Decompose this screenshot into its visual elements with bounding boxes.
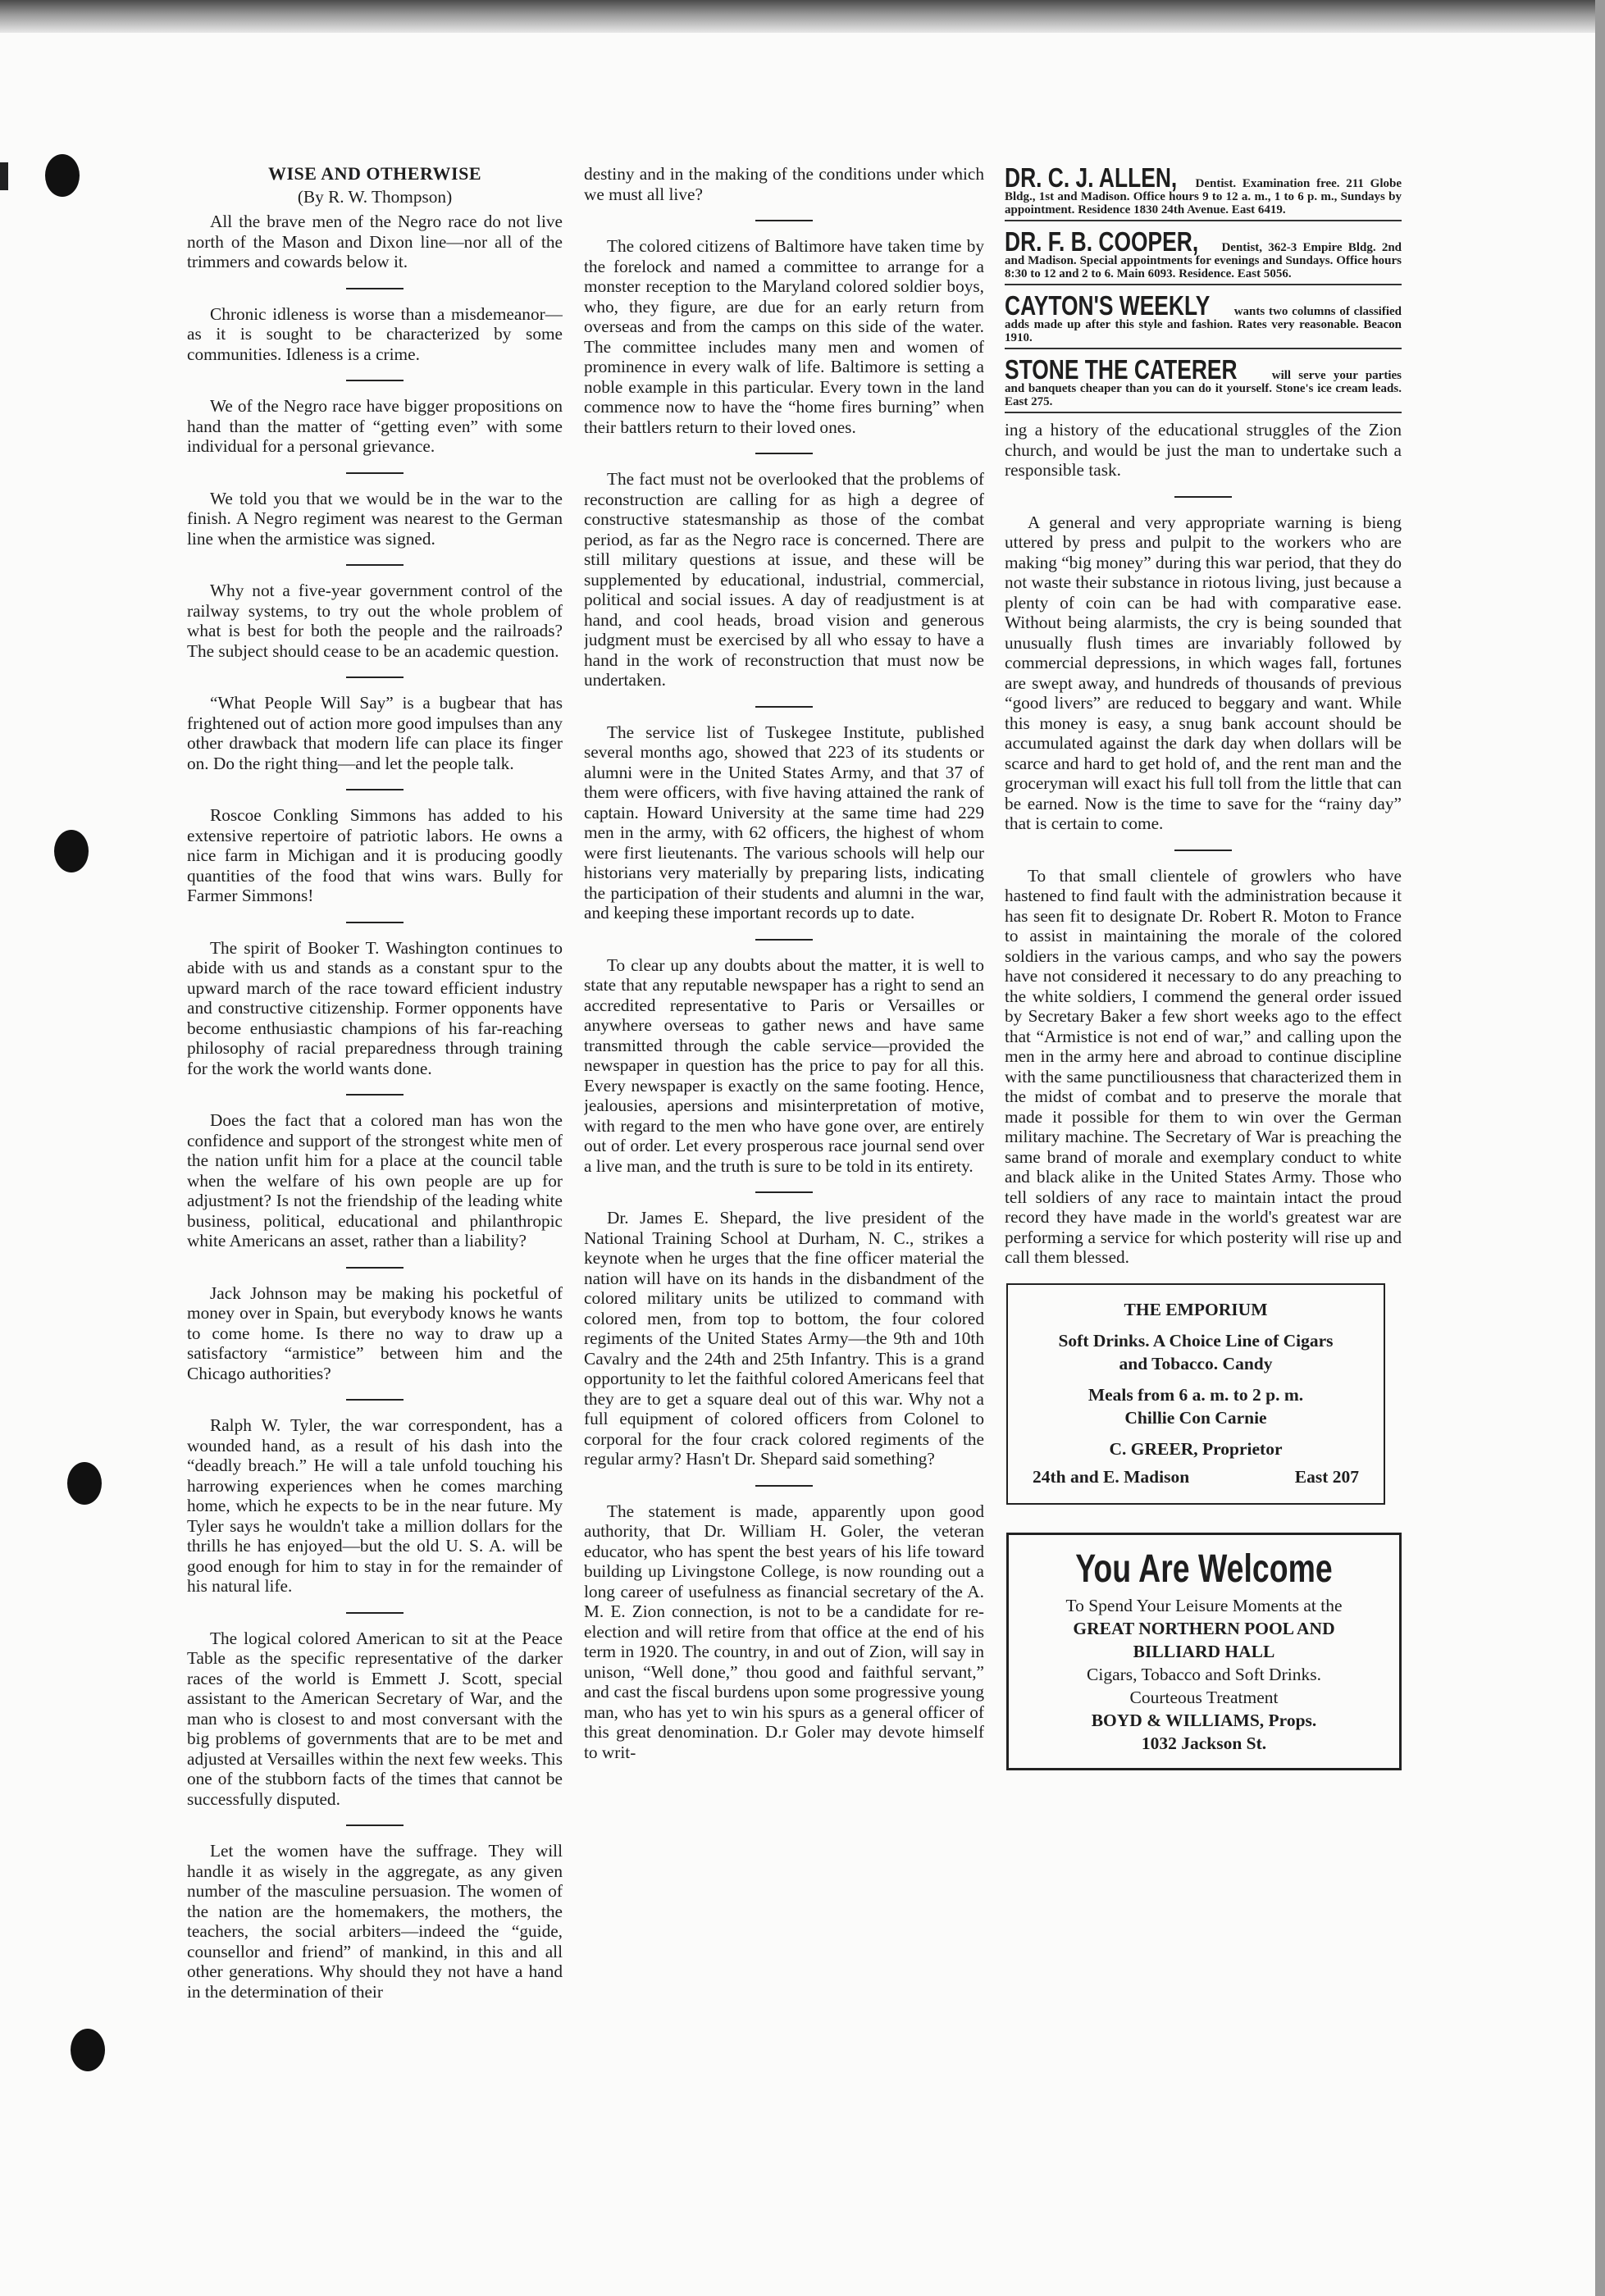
paragraph: The colored citizens of Baltimore have taken time by the forelock and named a committee to arrange for a monster reception to the Maryland colored soldier boys, who, they figure, are due for an early return from overseas and from the camps on this side of the water. The committee includes many men and women of prominence in every walk of life. Baltimore is setting a noble example in this particular. Every town in the land commence now to have the “home fires burning” when their battlers return to their loved ones.: [584, 236, 984, 437]
byline: (By R. W. Thompson): [297, 186, 453, 207]
classified-ad-name: STONE THE CATERER: [1005, 354, 1238, 385]
classified-ad-name: CAYTON'S WEEKLY: [1005, 290, 1211, 321]
paragraph: Does the fact that a colored man has won the confidence and support of the strongest white men of the nation unfit him for a place at the council table when the welfare of his own people are up for adjustment? Is not the friendship of the leading white business, political, educational and philanthropic white Americans an asset, rather than a liability?: [187, 1110, 563, 1250]
emporium-line: Chillie Con Carnie: [1124, 1407, 1267, 1428]
classified-ad-name: DR. C. J. ALLEN,: [1005, 164, 1178, 193]
classified-ad-text: wants two columns of classified adds made up after this style and fashion. Rates very reasonable. Beacon 1910.: [1005, 305, 1402, 344]
welcome-props: BOYD & WILLIAMS, Props.: [1091, 1710, 1317, 1730]
separator-rule: [346, 789, 404, 790]
classified-ad-text: will serve your parties and banquets cheaper than you can do it yourself. Stone's ice cream leads. East 275.: [1005, 369, 1402, 408]
separator-rule: [346, 380, 404, 381]
emporium-line: and Tobacco. Candy: [1119, 1353, 1273, 1374]
continued-paragraph: ing a history of the educational struggles of the Zion church, and would be just the man to undertake such a responsible task.: [1005, 420, 1402, 480]
paragraph: To clear up any doubts about the matter, it is well to state that any reputable newspaper has a right to send an accredited representative to Paris or Versailles or anywhere overseas to gather news and have same transmitted through the cable service—provided the newspaper in question has the price to pay for all this. Every newspaper is exactly on the same footing. Hence, jealousies, apersions and misinterpretation of motive, with regard to the men who have gone over, are entirely out of order. Let every prosperous race journal send over a live man, and the truth is sure to be told in its entirety.: [584, 954, 984, 1176]
emporium-line: Meals from 6 a. m. to 2 p. m.: [1087, 1384, 1304, 1405]
emporium-proprietor: C. GREER, Proprietor: [1109, 1438, 1283, 1459]
scan-top-edge: [0, 0, 1605, 33]
welcome-line: To Spend Your Leisure Moments at the: [1065, 1595, 1343, 1615]
emporium-ad: [1006, 1283, 1385, 1505]
classified-ad-stone: [1005, 356, 1402, 413]
welcome-line: Cigars, Tobacco and Soft Drinks.: [1087, 1664, 1321, 1684]
emporium-line: Soft Drinks. A Choice Line of Cigars: [1058, 1330, 1334, 1351]
separator-rule: [346, 472, 404, 474]
hall-name: GREAT NORTHERN POOL AND: [1073, 1618, 1335, 1638]
emporium-address: 24th and E. Madison: [1033, 1466, 1190, 1487]
paragraph: To that small clientele of growlers who have hastened to find fault with the administration because it has seen fit to designate Dr. Robert R. Moton to France to assist in maintaining the morale of the colored soldiers in the various camps, and who say the powers have not considered it necessary to do any preaching to the white soldiers, I commend the general order issued by Secretary Baker a few short weeks ago to the effect that “Armistice is not end of war,” and calling upon the men in the army here and abroad to continue discipline with the same punctiliousness that characterized them in the midst of combat and to preserve the morale that made it possible for them to win over the German military machine. The Secretary of War is preaching the same brand of morale and exemplary conduct to white and black alike in the United States Army. Those who tell soldiers of any race to maintain intact the proud record they have made in the world's greatest war are performing a service for which posterity will rise up and call them blessed.: [1005, 865, 1402, 1267]
separator-rule: [346, 922, 404, 923]
paragraph: A general and very appropriate warning is bieng uttered by press and pulpit to the workers who are making “big money” during this war period, that they do not waste their substance in riotous living, just because a plenty of coin can be had with comparative ease. Without being alarmists, the cry is being sounded that unusually flush times are invariably followed by commercial depressions, in which wages fall, fortunes are swept away, and hundreds of thousands of previous “good livers” are reduced to beggary and want. While this money is easy, a snug bank account should be accumulated against the dark day when dollars will be scarce and hard to get hold of, and the rent man and the groceryman will exact his full toll from the little that can be earned. Now is the time to save for the “rainy day” that is certain to come.: [1005, 512, 1402, 833]
paragraph: All the brave men of the Negro race do not live north of the Mason and Dixon line—nor all of the trimmers and cowards below it.: [187, 212, 563, 271]
continued-paragraph: destiny and in the making of the conditions under which we must all live?: [584, 164, 984, 204]
column-one: [187, 164, 563, 2271]
punch-hole-upper-middle: [54, 830, 89, 872]
separator-rule: [346, 1399, 404, 1401]
paragraph: We of the Negro race have bigger propositions on hand than the matter of “getting even” with some individual for a personal grievance.: [187, 396, 563, 456]
separator-rule: [346, 676, 404, 678]
separator-rule: [346, 564, 404, 566]
classified-ad-name: DR. F. B. COOPER,: [1005, 226, 1199, 257]
separator-rule: [755, 453, 813, 454]
paragraph: The logical colored American to sit at the Peace Table as the specific representative of the darker races of the world is Emmett J. Scott, special assistant to the American Secretary of War, and the man who is closest to and most conversant with the big problems of governments that are to be met and adjusted at Versailles within the next few weeks. This one of the stubborn facts of the times that cannot be successfully disputed.: [187, 1628, 563, 1809]
welcome-line: Courteous Treatment: [1129, 1687, 1279, 1707]
emporium-title: THE EMPORIUM: [1124, 1299, 1268, 1319]
paragraph: Dr. James E. Shepard, the live president of the National Training School at Durham, N. C., strikes a keynote when he urges that the fine officer material the nation will have on its hands in the disbandment of the colored military units be utilized to command with colored men, from top to bottom, the four colored regiments of the United States Army—the 9th and 10th Cavalry and the 24th and 25th Infantry. This is a grand opportunity to let the faithful colored Americans feel that they are to get a square deal out of this war. Why not a full equipment of colored officers from Colonel to corporal for the four crack colored regiments of the regular army? Hasn't Dr. Shepard said something?: [584, 1208, 984, 1469]
separator-rule: [346, 1824, 404, 1826]
headline: WISE AND OTHERWISE: [267, 164, 482, 184]
classified-ad-text: Dentist. Examination free. 211 Globe Bldg., 1st and Madison. Office hours 9 to 12 a. m., 1 to 6 p. m., Sundays by appointment. Residence 1830 24th Avenue. East 6419.: [1005, 177, 1402, 216]
separator-rule: [1174, 850, 1232, 851]
punch-hole-lower-middle: [67, 1462, 102, 1505]
separator-rule: [755, 939, 813, 941]
separator-rule: [346, 1612, 404, 1614]
separator-rule: [346, 288, 404, 289]
separator-rule: [755, 1191, 813, 1193]
classified-ad-text: Dentist, 362-3 Empire Bldg. 2nd and Madison. Special appointments for evenings and Sundays. Office hours 8:30 to 12 and 2 to 6. Main 6093. Residence. East 5056.: [1005, 241, 1402, 280]
paragraph: The fact must not be overlooked that the problems of reconstruction are calling for as high a degree of constructive statesmanship as those of the combat period, as far as the Negro race is concerned. There are still military questions at issue, and these will be supplemented by educational, industrial, commercial, political and social issues. A day of readjustment is at hand, and cool heads, broad vision and generous judgment must be exercised by all who essay to have a hand in the work of reconstruction that must now be undertaken.: [584, 469, 984, 690]
welcome-address: 1032 Jackson St.: [1141, 1733, 1267, 1753]
separator-rule: [1174, 496, 1232, 498]
separator-rule: [346, 1267, 404, 1269]
separator-rule: [755, 220, 813, 221]
column-three: [1005, 164, 1402, 2271]
classified-ad-caytons: [1005, 292, 1402, 349]
paragraph: We told you that we would be in the war to the finish. A Negro regiment was nearest to the German line when the armistice was signed.: [187, 488, 563, 549]
hall-name: BILLIARD HALL: [1133, 1641, 1275, 1661]
emporium-footer: [1019, 1465, 1372, 1488]
paragraph: Why not a five-year government control of the railway systems, to try out the whole problem of what is best for both the people and the railroads? The subject should cease to be an academic question.: [187, 581, 563, 661]
paragraph: “What People Will Say” is a bugbear that has frightened out of action more good impulses than any other drawback that modern life can place its finger on. Do the right thing—and let the people talk.: [187, 693, 563, 773]
punch-hole-top: [45, 154, 80, 197]
paragraph: The statement is made, apparently upon good authority, that Dr. William H. Goler, the veteran educator, who has spent the best years of his life toward building up Livingstone College, is now rounding out a long career of usefulness as financial secretary of the A. M. E. Zion connection, is not to be a candidate for re-election and will retire from that office at the end of his term in 1920. The country, in and out of Zion, will say in unison, “Well done,” thou good and faithful servant,” and cast the fiscal burdens upon some progressive young man, who has yet to win his spurs as a general officer of this great denomination. D.r Goler may devote himself to writ-: [584, 1501, 984, 1762]
separator-rule: [755, 706, 813, 708]
scan-right-edge: [1595, 0, 1605, 2296]
classified-ad-cooper: [1005, 228, 1402, 285]
welcome-ad: [1006, 1533, 1402, 1770]
welcome-title: You Are Welcome: [1075, 1547, 1333, 1591]
paragraph: Jack Johnson may be making his pocketful of money over in Spain, but everybody knows he wants to come home. Is there no way to draw up a satisfactory “armistice” between him and the Chicago authorities?: [187, 1282, 563, 1383]
separator-rule: [755, 1485, 813, 1487]
punch-hole-bottom: [71, 2029, 105, 2071]
column-two: [584, 164, 984, 2271]
paragraph: Let the women have the suffrage. They will handle it as wisely in the aggregate, as any given number of the masculine persuasion. The women of the nation are the homemakers, the mothers, the teachers, the social arbiters—indeed the “guide, counsellor and friend” of mankind, in this and all other generations. Why should they not have a hand in the determination of their: [187, 1841, 563, 2002]
classified-ad-allen: [1005, 164, 1402, 221]
paragraph: The service list of Tuskegee Institute, published several months ago, showed that 223 of its students or alumni were in the United States Army, and that 37 of them were officers, with five having attained the rank of captain. Howard University at the same time had 229 men in the army, with 62 officers, the highest of whom were first lieutenants. The various schools will help our historians very materially by preparing lists, indicating the participation of their students and alumni in the war, and keeping these important records up to date.: [584, 722, 984, 922]
emporium-phone: East 207: [1294, 1466, 1359, 1487]
paragraph: Roscoe Conkling Simmons has added to his extensive repertoire of patriotic labors. He owns a nice farm in Michigan and it is producing goodly quantities of the food that wins wars. Bully for Farmer Simmons!: [187, 805, 563, 905]
scan-left-mark: [0, 162, 8, 190]
paragraph: Chronic idleness is worse than a misdemeanor—as it is sought to be characterized by some communities. Idleness is a crime.: [187, 303, 563, 364]
paragraph: Ralph W. Tyler, the war correspondent, has a wounded hand, as a result of his dash into the “deadly breach.” He will a tale unfold touching his harrowing experiences when he comes marching home, which he expects to be in the near future. My Tyler says he wouldn't take a million dollars for the thrills he has enjoyed—but the old U. S. A. will be good enough for him to stay in for the remainder of his natural life.: [187, 1415, 563, 1596]
separator-rule: [346, 1094, 404, 1096]
paragraph: The spirit of Booker T. Washington continues to abide with us and stands as a constant spur to the upward march of the race toward efficient industry and constructive citizenship. Former opponents have become enthusiastic champions of his far-reaching philosophy of racial preparedness through training for the work the world wants done.: [187, 937, 563, 1078]
